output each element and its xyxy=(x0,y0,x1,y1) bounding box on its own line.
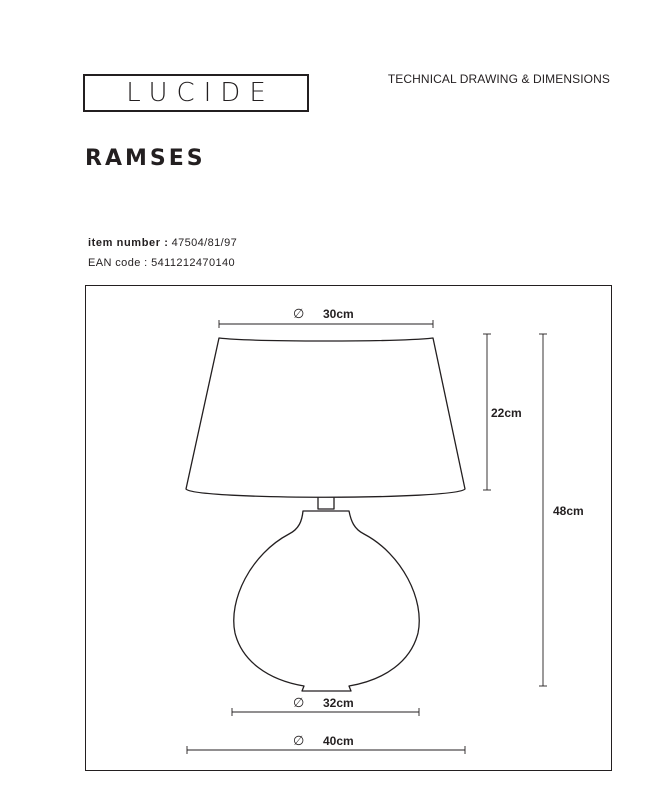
shade-diameter-label: 30cm xyxy=(323,307,354,321)
lucide-logo: LUCIDE xyxy=(83,74,309,112)
diameter-symbol-icon: ∅ xyxy=(293,696,305,711)
product-title: RAMSES xyxy=(85,146,206,171)
diameter-symbol-icon: ∅ xyxy=(293,734,305,749)
document-heading: TECHNICAL DRAWING & DIMENSIONS xyxy=(387,72,610,86)
item-number-value: 47504/81/97 xyxy=(171,237,238,249)
diameter-symbol-icon: ∅ xyxy=(293,307,305,322)
shade-width-dimension-line xyxy=(219,320,433,328)
base-diameter-label: 32cm xyxy=(323,696,354,710)
ean-value: 5411212470140 xyxy=(151,257,236,269)
overall-diameter-label: 40cm xyxy=(323,734,354,748)
lamp-shade-outline xyxy=(186,338,465,497)
lamp-neck-outline xyxy=(318,498,334,509)
shade-height-label: 22cm xyxy=(491,406,522,420)
total-height-label: 48cm xyxy=(553,504,584,518)
dimension-lines xyxy=(187,320,547,754)
lamp-base-outline xyxy=(234,511,419,691)
item-number-label: item number : xyxy=(88,237,169,249)
ean-label: EAN code : xyxy=(88,257,148,269)
total-height-dimension-line xyxy=(539,334,547,686)
shade-height-dimension-line xyxy=(483,334,491,490)
